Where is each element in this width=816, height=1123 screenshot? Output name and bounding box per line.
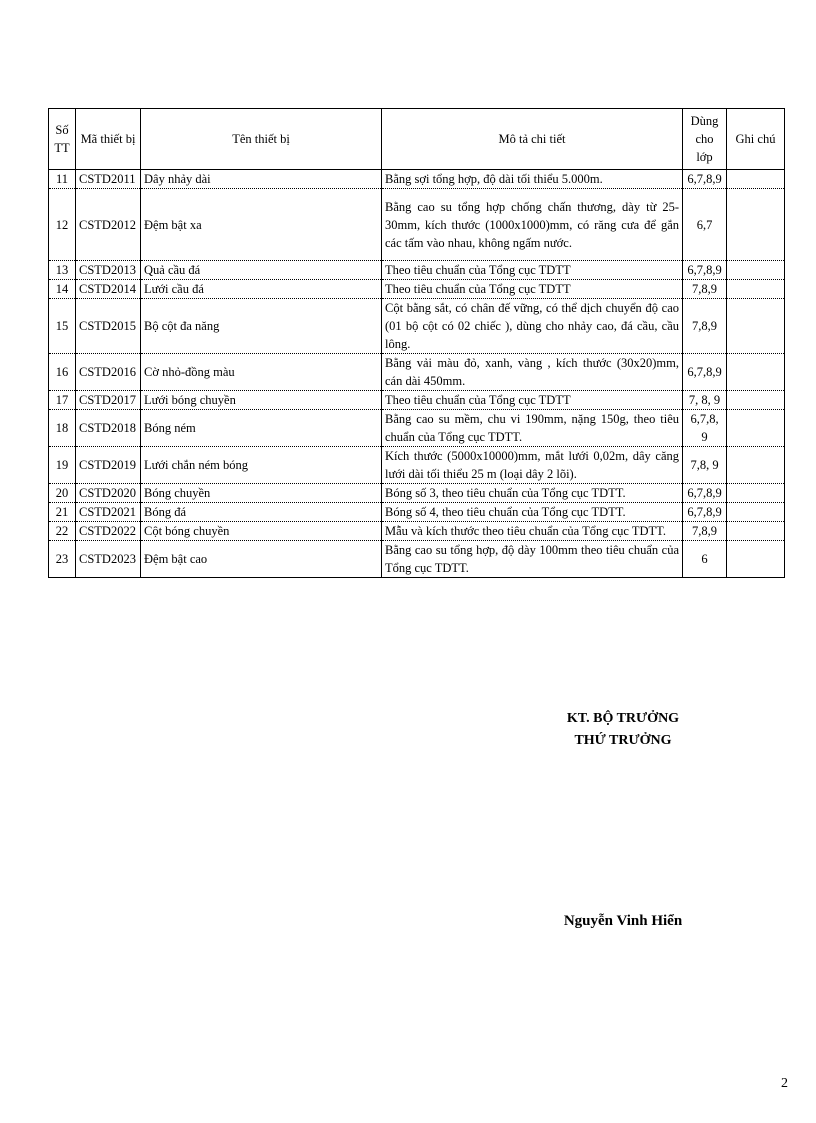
cell-stt: 13	[49, 261, 76, 280]
cell-grade: 7,8,9	[683, 299, 727, 354]
cell-grade: 7,8, 9	[683, 447, 727, 484]
cell-name: Bộ cột đa năng	[141, 299, 382, 354]
cell-desc: Bằng cao su tổng hợp chống chấn thương, dày từ 25- 30mm, kích thước (1000x1000)mm, có răng cưa để gắn các tấm vào nhau, không ngấm nước.	[382, 189, 683, 261]
header-name: Tên thiết bị	[141, 109, 382, 170]
cell-code: CSTD2015	[76, 299, 141, 354]
cell-stt: 15	[49, 299, 76, 354]
cell-stt: 16	[49, 354, 76, 391]
cell-stt: 11	[49, 170, 76, 189]
header-stt: Số TT	[49, 109, 76, 170]
cell-name: Bóng ném	[141, 410, 382, 447]
cell-note	[727, 170, 785, 189]
cell-code: CSTD2013	[76, 261, 141, 280]
cell-grade: 6,7,8, 9	[683, 410, 727, 447]
cell-stt: 21	[49, 503, 76, 522]
cell-note	[727, 503, 785, 522]
header-note: Ghi chú	[727, 109, 785, 170]
signature-block	[548, 708, 698, 752]
cell-note	[727, 189, 785, 261]
page-number: 2	[781, 1076, 788, 1091]
cell-code: CSTD2016	[76, 354, 141, 391]
cell-note	[727, 280, 785, 299]
cell-name: Lưới bóng chuyền	[141, 391, 382, 410]
cell-name: Đệm bật cao	[141, 541, 382, 578]
cell-grade: 6,7,8,9	[683, 354, 727, 391]
equipment-table	[48, 108, 785, 578]
cell-note	[727, 261, 785, 280]
cell-desc: Theo tiêu chuẩn của Tổng cục TDTT	[382, 280, 683, 299]
cell-note	[727, 410, 785, 447]
cell-code: CSTD2012	[76, 189, 141, 261]
signature-title-line2: THỨ TRƯỞNG	[574, 733, 672, 748]
cell-grade: 7,8,9	[683, 522, 727, 541]
table-row	[49, 522, 785, 541]
table-row	[49, 189, 785, 261]
cell-desc: Bằng vải màu đỏ, xanh, vàng , kích thước (30x20)mm, cán dài 450mm.	[382, 354, 683, 391]
cell-desc: Theo tiêu chuẩn của Tổng cục TDTT	[382, 261, 683, 280]
header-desc: Mô tả chi tiết	[382, 109, 683, 170]
cell-desc: Kích thước (5000x10000)mm, mắt lưới 0,02m, dây căng lưới dài tối thiểu 25 m (loại dây 2 lõi).	[382, 447, 683, 484]
table-row	[49, 170, 785, 189]
cell-desc: Theo tiêu chuẩn của Tổng cục TDTT	[382, 391, 683, 410]
table-row	[49, 299, 785, 354]
cell-stt: 18	[49, 410, 76, 447]
cell-stt: 14	[49, 280, 76, 299]
cell-desc: Mẫu và kích thước theo tiêu chuẩn của Tổng cục TDTT.	[382, 522, 683, 541]
cell-grade: 6,7	[683, 189, 727, 261]
cell-grade: 7,8,9	[683, 280, 727, 299]
table-row	[49, 410, 785, 447]
cell-desc: Bóng số 3, theo tiêu chuẩn của Tổng cục TDTT.	[382, 484, 683, 503]
cell-name: Bóng đá	[141, 503, 382, 522]
cell-code: CSTD2022	[76, 522, 141, 541]
cell-name: Dây nhảy dài	[141, 170, 382, 189]
cell-note	[727, 522, 785, 541]
table-row	[49, 261, 785, 280]
cell-desc: Bằng sợi tổng hợp, độ dài tối thiểu 5.000m.	[382, 170, 683, 189]
cell-name: Lưới cầu đá	[141, 280, 382, 299]
table-row	[49, 541, 785, 578]
cell-desc: Bằng cao su tổng hợp, độ dày 100mm theo tiêu chuẩn của Tổng cục TDTT.	[382, 541, 683, 578]
cell-code: CSTD2017	[76, 391, 141, 410]
cell-grade: 6,7,8,9	[683, 261, 727, 280]
cell-name: Cột bóng chuyền	[141, 522, 382, 541]
cell-desc: Bằng cao su mềm, chu vi 190mm, nặng 150g, theo tiêu chuẩn của Tổng cục TDTT.	[382, 410, 683, 447]
cell-grade: 6,7,8,9	[683, 503, 727, 522]
table-row	[49, 503, 785, 522]
table-row	[49, 391, 785, 410]
cell-code: CSTD2011	[76, 170, 141, 189]
cell-name: Đệm bật xa	[141, 189, 382, 261]
cell-note	[727, 299, 785, 354]
cell-code: CSTD2021	[76, 503, 141, 522]
table-body	[49, 170, 785, 578]
cell-stt: 23	[49, 541, 76, 578]
cell-code: CSTD2014	[76, 280, 141, 299]
cell-code: CSTD2019	[76, 447, 141, 484]
cell-grade: 7, 8, 9	[683, 391, 727, 410]
cell-grade: 6,7,8,9	[683, 484, 727, 503]
cell-note	[727, 391, 785, 410]
cell-code: CSTD2023	[76, 541, 141, 578]
cell-code: CSTD2018	[76, 410, 141, 447]
cell-stt: 17	[49, 391, 76, 410]
table-header-row	[49, 109, 785, 170]
signature-title-line1: KT. BỘ TRƯỞNG	[566, 711, 680, 726]
cell-name: Bóng chuyền	[141, 484, 382, 503]
cell-grade: 6	[683, 541, 727, 578]
table-row	[49, 484, 785, 503]
cell-stt: 22	[49, 522, 76, 541]
table-row	[49, 447, 785, 484]
cell-note	[727, 484, 785, 503]
cell-code: CSTD2020	[76, 484, 141, 503]
signer-name: Nguyễn Vinh Hiển	[563, 913, 683, 929]
cell-note	[727, 354, 785, 391]
cell-name: Lưới chắn ném bóng	[141, 447, 382, 484]
cell-note	[727, 541, 785, 578]
table-row	[49, 354, 785, 391]
cell-grade: 6,7,8,9	[683, 170, 727, 189]
cell-stt: 20	[49, 484, 76, 503]
cell-desc: Bóng số 4, theo tiêu chuẩn của Tổng cục TDTT.	[382, 503, 683, 522]
header-code: Mã thiết bị	[76, 109, 141, 170]
cell-desc: Cột bằng sắt, có chân đế vững, có thể dịch chuyển độ cao (01 bộ cột có 02 chiếc ), dùng cho nhảy cao, đá cầu, cầu lông.	[382, 299, 683, 354]
cell-stt: 12	[49, 189, 76, 261]
header-grade: Dùng cho lớp	[683, 109, 727, 170]
cell-note	[727, 447, 785, 484]
cell-name: Quả cầu đá	[141, 261, 382, 280]
cell-name: Cờ nhỏ-đồng màu	[141, 354, 382, 391]
table-row	[49, 280, 785, 299]
cell-stt: 19	[49, 447, 76, 484]
